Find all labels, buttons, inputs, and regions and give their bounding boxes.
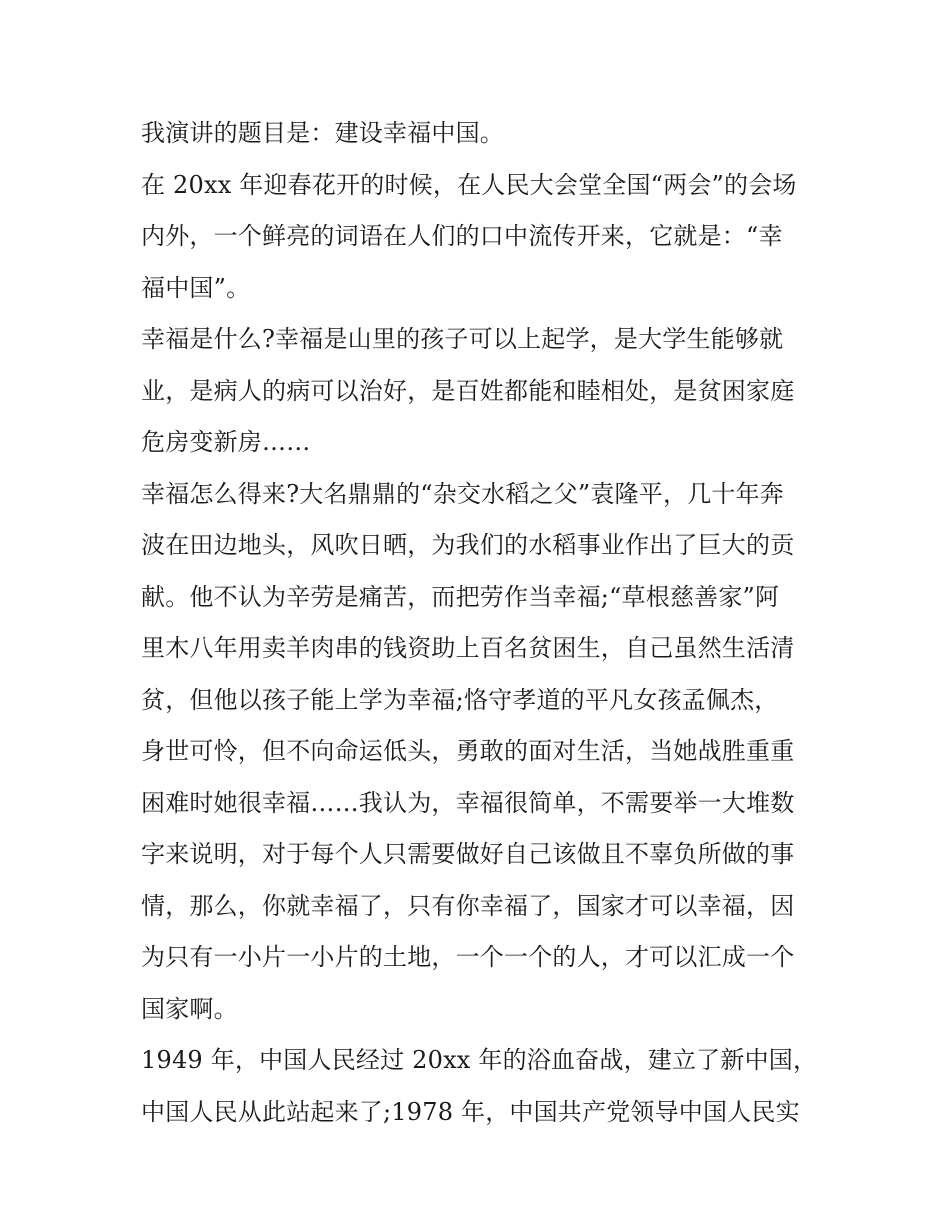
text-line: 贫，但他以孩子能上学为幸福;恪守孝道的平凡女孩孟佩杰，: [141, 685, 779, 714]
text-line: 为只有一小片一小片的土地，一个一个的人，才可以汇成一个: [141, 943, 795, 971]
text-line: 幸福是什么?幸福是山里的孩子可以上起学，是大学生能够就: [141, 325, 784, 353]
text-line: 波在田边地头，风吹日晒，为我们的水稻事业作出了巨大的贡: [141, 531, 795, 559]
text-line: 福中国”。: [141, 273, 251, 302]
text-line: 献。他不认为辛劳是痛苦，而把劳作当幸福;“草根慈善家”阿: [141, 582, 780, 611]
text-line: 危房变新房……: [141, 428, 311, 456]
text-line: 身世可怜，但不向命运低头，勇敢的面对生活，当她战胜重重: [141, 737, 795, 765]
text-line: 字来说明，对于每个人只需要做好自己该做且不辜负所做的事: [141, 840, 795, 868]
text-line: 在 20xx 年迎春花开的时候，在人民大会堂全国“两会”的会场: [141, 170, 797, 199]
text-line: 1949 年，中国人民经过 20xx 年的浴血奋战，建立了新中国，: [141, 1046, 818, 1074]
text-line: 内外，一个鲜亮的词语在人们的口中流传开来，它就是：“幸: [141, 222, 783, 250]
text-line: 中国人民从此站起来了;1978 年，中国共产党领导中国人民实: [141, 1097, 800, 1126]
text-line: 幸福怎么得来?大名鼎鼎的“杂交水稻之父”袁隆平，几十年奔: [141, 479, 785, 508]
text-line: 里木八年用卖羊肉串的钱资助上百名贫困生，自己虽然生活清: [141, 634, 795, 662]
text-line: 业，是病人的病可以治好，是百姓都能和睦相处，是贫困家庭: [141, 376, 795, 405]
text-line: 困难时她很幸福……我认为，幸福很简单，不需要举一大堆数: [141, 788, 795, 817]
text-line: 我演讲的题目是：建设幸福中国。: [141, 119, 504, 147]
text-line: 情，那么，你就幸福了，只有你幸福了，国家才可以幸福，因: [141, 891, 795, 920]
text-line: 国家啊。: [141, 994, 238, 1023]
document-body: [141, 108, 821, 1138]
